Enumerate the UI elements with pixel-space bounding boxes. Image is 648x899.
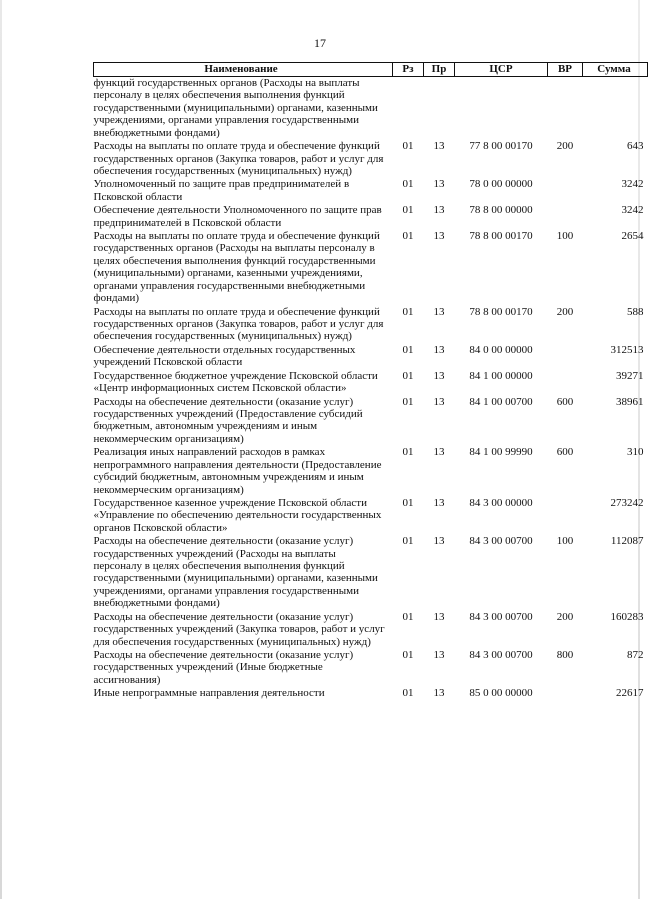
row-rz: 01 — [402, 687, 414, 700]
row-rz: 01 — [402, 446, 414, 459]
row-name: Обеспечение деятельности Уполномоченного по защите прав предпринимателей в Псковской области — [93, 204, 382, 229]
row-rz: 01 — [402, 343, 414, 356]
row-csr: 85 0 00 00000 — [469, 687, 533, 700]
table-row — [94, 687, 648, 700]
row-name: Расходы на обеспечение деятельности (оказание услуг) государственных учреждений (Иные бюджетные ассигнования) — [93, 648, 354, 686]
row-sum: 2654 — [621, 230, 644, 243]
row-sum: 643 — [627, 140, 644, 153]
row-rz — [393, 77, 424, 141]
row-csr: 78 8 00 00000 — [469, 204, 533, 217]
table-row — [94, 178, 648, 204]
row-pr: 13 — [433, 230, 445, 243]
row-sum: 310 — [627, 446, 644, 459]
row-name: Государственное бюджетное учреждение Псковской области «Центр информационных систем Псковской области» — [93, 369, 378, 395]
header-rz: Рз — [393, 63, 424, 77]
row-vr: 800 — [556, 648, 574, 661]
table-row — [94, 497, 648, 535]
row-rz: 01 — [402, 496, 414, 509]
row-vr — [548, 370, 583, 396]
row-pr: 13 — [433, 687, 445, 700]
row-rz: 01 — [402, 395, 414, 408]
row-name: Расходы на выплаты по оплате труда и обеспечение функций государственных органов (Расходы на выплаты персоналу в целях обеспечения выполнения функций государственными (муниципальными) органами, казенными учреждениями, органами управления государственными внебюджетными фондами) — [93, 230, 380, 305]
row-rz: 01 — [402, 535, 414, 548]
row-vr: 200 — [556, 610, 574, 623]
row-pr — [424, 77, 455, 141]
header-csr: ЦСР — [455, 63, 548, 77]
row-csr: 84 3 00 00700 — [469, 648, 533, 661]
row-sum: 273242 — [610, 496, 644, 509]
row-csr: 84 1 00 00000 — [469, 369, 533, 382]
row-name: Расходы на обеспечение деятельности (оказание услуг) государственных учреждений (Расходы на выплаты персоналу в целях обеспечения выполнения функций государственными (муниципальными) органами, казенными учреждениями, органами управления государственными внебюджетными фондами) — [93, 535, 378, 610]
row-pr: 13 — [433, 648, 445, 661]
header-sum: Сумма — [583, 63, 648, 77]
table-row — [94, 306, 648, 344]
row-csr: 78 8 00 00170 — [469, 305, 533, 318]
row-csr: 78 8 00 00170 — [469, 230, 533, 243]
page-number: 17 — [314, 36, 326, 50]
row-name: Государственное казенное учреждение Псковской области «Управление по обеспечению деятельности государственных органов Псковской области» — [93, 496, 382, 534]
row-pr: 13 — [433, 140, 445, 153]
row-pr: 13 — [433, 343, 445, 356]
row-pr: 13 — [433, 610, 445, 623]
table-row — [94, 446, 648, 497]
row-vr: 100 — [556, 535, 574, 548]
row-name: функций государственных органов (Расходы на выплаты персоналу в целях обеспечения выполнения функций государственными (муниципальными) органами, казенными учреждениями, органами управления государственными внебюджетными фондами) — [93, 77, 378, 139]
table-row — [94, 396, 648, 447]
row-pr: 13 — [433, 496, 445, 509]
table-row — [94, 77, 648, 141]
row-sum: 3242 — [621, 204, 644, 217]
row-rz: 01 — [402, 305, 414, 318]
table-row — [94, 204, 648, 230]
row-name: Уполномоченный по защите прав предпринимателей в Псковской области — [93, 178, 350, 203]
table-row — [94, 649, 648, 687]
table-header-row — [94, 63, 648, 77]
row-rz: 01 — [402, 369, 414, 382]
row-csr: 84 1 00 99990 — [469, 446, 533, 459]
row-rz: 01 — [402, 140, 414, 153]
row-csr — [455, 77, 548, 141]
row-vr — [548, 77, 583, 141]
row-rz: 01 — [402, 610, 414, 623]
row-rz: 01 — [402, 230, 414, 243]
row-sum — [583, 77, 648, 141]
row-csr: 84 1 00 00700 — [469, 395, 533, 408]
row-sum: 588 — [627, 305, 644, 318]
row-vr — [548, 178, 583, 204]
header-vr: ВР — [548, 63, 583, 77]
row-sum: 39271 — [616, 369, 644, 382]
row-sum: 112087 — [610, 535, 644, 548]
row-csr: 84 3 00 00700 — [469, 610, 533, 623]
row-csr: 84 3 00 00700 — [469, 535, 533, 548]
table-row — [94, 611, 648, 649]
row-pr: 13 — [433, 446, 445, 459]
row-vr — [548, 497, 583, 535]
row-name: Реализация иных направлений расходов в рамках непрограммного направления деятельности (Предоставление субсидий бюджетным, автономным учреждениям и иным некоммерческим организациям) — [93, 446, 382, 496]
budget-table — [93, 62, 648, 701]
row-sum: 872 — [627, 648, 644, 661]
row-vr: 200 — [556, 140, 574, 153]
row-vr — [548, 687, 583, 700]
row-csr: 77 8 00 00170 — [469, 140, 533, 153]
row-name: Расходы на выплаты по оплате труда и обеспечение функций государственных органов (Закупка товаров, работ и услуг для обеспечения государственных (муниципальных) нужд) — [93, 140, 384, 177]
table-row — [94, 230, 648, 306]
row-name: Расходы на обеспечение деятельности (оказание услуг) государственных учреждений (Предоставление субсидий бюджетным, автономным учреждениям и иным некоммерческим организациям) — [93, 395, 363, 445]
row-vr: 600 — [556, 395, 574, 408]
row-pr: 13 — [433, 305, 445, 318]
row-sum: 38961 — [616, 395, 644, 408]
header-name: Наименование — [94, 63, 393, 77]
row-rz: 01 — [402, 204, 414, 217]
row-csr: 78 0 00 00000 — [469, 178, 533, 191]
row-vr — [548, 344, 583, 370]
row-name: Расходы на обеспечение деятельности (оказание услуг) государственных учреждений (Закупка товаров, работ и услуг для обеспечения государственных (муниципальных) нужд) — [93, 610, 385, 648]
table-row — [94, 344, 648, 370]
row-sum: 160283 — [610, 610, 644, 623]
table-row — [94, 370, 648, 396]
row-csr: 84 0 00 00000 — [469, 343, 533, 356]
row-pr: 13 — [433, 369, 445, 382]
row-sum: 3242 — [621, 178, 644, 191]
row-sum: 312513 — [610, 343, 644, 356]
row-vr: 600 — [556, 446, 574, 459]
row-pr: 13 — [433, 535, 445, 548]
row-name: Иные непрограммные направления деятельности — [93, 687, 325, 700]
table-row — [94, 535, 648, 611]
row-pr: 13 — [433, 395, 445, 408]
row-csr: 84 3 00 00000 — [469, 496, 533, 509]
row-sum: 22617 — [616, 687, 644, 700]
row-rz: 01 — [402, 178, 414, 191]
row-vr: 200 — [556, 305, 574, 318]
row-pr: 13 — [433, 204, 445, 217]
row-vr: 100 — [556, 230, 574, 243]
scan-edge-left — [0, 0, 2, 899]
row-name: Расходы на выплаты по оплате труда и обеспечение функций государственных органов (Закупка товаров, работ и услуг для обеспечения государственных (муниципальных) нужд) — [93, 305, 384, 343]
row-rz: 01 — [402, 648, 414, 661]
table-row — [94, 140, 648, 178]
row-pr: 13 — [433, 178, 445, 191]
header-pr: Пр — [424, 63, 455, 77]
row-name: Обеспечение деятельности отдельных государственных учреждений Псковской области — [93, 343, 356, 369]
row-vr — [548, 204, 583, 230]
